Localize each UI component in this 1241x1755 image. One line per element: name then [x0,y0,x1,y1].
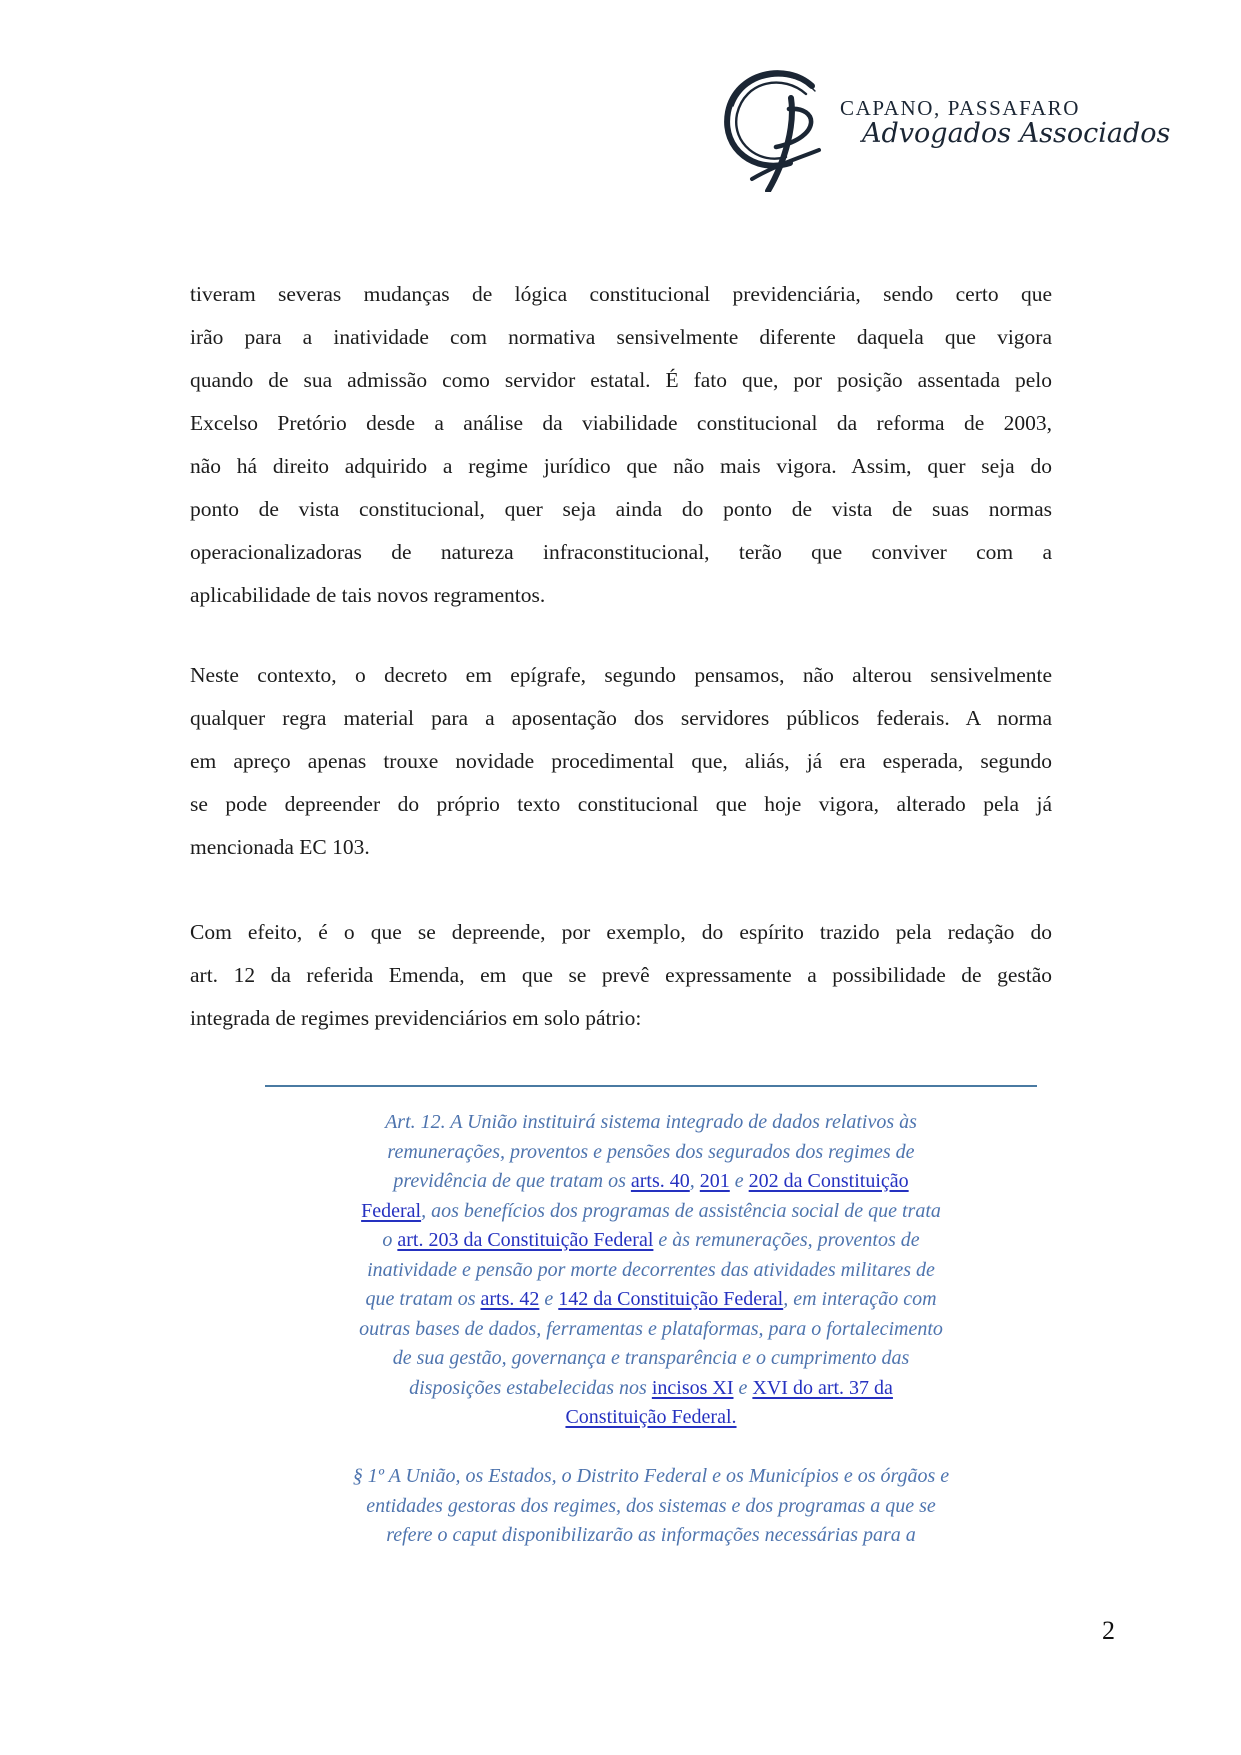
legal-reference-link[interactable]: XVI do art. 37 da [752,1376,893,1399]
legal-reference-link[interactable]: incisos XI [651,1376,734,1399]
quote-text: e [729,1170,749,1192]
legal-quote-art12 [262,1108,1040,1433]
firm-name: CAPANO, PASSAFARO [840,96,1081,120]
quote-text: remunerações, proventos e pensões dos segurados dos regimes de [387,1140,915,1163]
text-line: mencionada EC 103. [190,835,370,859]
quote-text: , aos benefícios dos programas de assistência social de que trata [421,1199,941,1222]
quote-line [262,1492,1040,1522]
quote-text: inatividade e pensão por morte decorrentes das atividades militares de [367,1258,935,1281]
quote-top-divider [265,1085,1037,1087]
quote-text: Art. 12. A União instituirá sistema integrado de dados relativos às [385,1111,917,1133]
quote-line [262,1403,1040,1433]
firm-subtitle: Advogados Associados [862,118,1171,149]
quote-line [262,1315,1040,1345]
page-number: 2 [1102,1616,1115,1645]
quote-text: e [733,1376,753,1399]
text-line: irão para a inatividade com normativa sensivelmente diferente daquela que vigora [190,325,1052,349]
legal-reference-link[interactable]: arts. 40 [630,1170,690,1192]
quote-text: , [689,1170,700,1192]
quote-text: e [539,1288,559,1310]
quote-text: entidades gestoras dos regimes, dos sistemas e dos programas a que se [366,1494,936,1517]
quote-text: refere o caput disponibilizarão as informações necessárias para a [386,1524,916,1546]
quote-text: e às remunerações, proventos de [653,1229,920,1251]
quote-text: outras bases de dados, ferramentas e plataformas, para o fortalecimento [359,1317,943,1340]
quote-text: o [382,1229,398,1251]
quote-text: disposições estabelecidas nos [409,1376,652,1399]
quote-line [262,1374,1040,1404]
text-line: se pode depreender do próprio texto constitucional que hoje vigora, alterado pela já [190,792,1052,816]
quote-line [262,1138,1040,1168]
legal-reference-link[interactable]: Constituição Federal. [565,1406,737,1428]
quote-line [262,1462,1040,1492]
text-line: Excelso Pretório desde a análise da viabilidade constitucional da reforma de 2003, [190,411,1052,435]
quote-text: , em interação com [783,1288,937,1310]
legal-reference-link[interactable]: art. 203 da Constituição Federal [397,1229,654,1251]
legal-reference-link[interactable]: arts. 42 [480,1288,540,1310]
text-line: tiveram severas mudanças de lógica constitucional previdenciária, sendo certo que [190,282,1052,306]
text-line: aplicabilidade de tais novos regramentos. [190,583,546,607]
quote-text: de sua gestão, governança e transparência e o cumprimento das [392,1347,910,1369]
quote-line [262,1344,1040,1374]
quote-line [262,1521,1040,1551]
legal-quote-paragraph1 [262,1462,1040,1551]
cp-monogram-icon [716,64,836,192]
legal-reference-link[interactable]: 202 da Constituição [748,1170,909,1192]
quote-line [262,1108,1040,1138]
quote-line [262,1226,1040,1256]
quote-text: que tratam os [365,1288,481,1310]
text-line: ponto de vista constitucional, quer seja ainda do ponto de vista de suas normas [190,497,1052,521]
text-line: em apreço apenas trouxe novidade procedimental que, aliás, já era esperada, segundo [190,749,1052,773]
text-line: integrada de regimes previdenciários em solo pátrio: [190,1006,642,1030]
legal-reference-link[interactable]: Federal [361,1199,422,1222]
text-line: qualquer regra material para a aposentação dos servidores públicos federais. A norma [190,706,1052,730]
text-line: Neste contexto, o decreto em epígrafe, segundo pensamos, não alterou sensivelmente [190,663,1052,687]
legal-reference-link[interactable]: 201 [699,1170,730,1192]
quote-line [262,1256,1040,1286]
letterhead-logo [716,58,1171,193]
text-line: quando de sua admissão como servidor estatal. É fato que, por posição assentada pelo [190,368,1052,392]
text-line: não há direito adquirido a regime jurídico que não mais vigora. Assim, quer seja do [190,454,1052,478]
quote-text: previdência de que tratam os [393,1170,631,1192]
quote-line [262,1167,1040,1197]
text-line: operacionalizadoras de natureza infraconstitucional, terão que conviver com a [190,540,1052,564]
body-paragraph-3 [190,911,1052,1040]
legal-reference-link[interactable]: 142 da Constituição Federal [558,1288,784,1310]
body-paragraph-2 [190,654,1052,869]
text-line: art. 12 da referida Emenda, em que se prevê expressamente a possibilidade de gestão [190,963,1052,987]
quote-line [262,1197,1040,1227]
quote-line [262,1285,1040,1315]
body-paragraph-1 [190,273,1052,617]
quote-text: § 1º A União, os Estados, o Distrito Federal e os Municípios e os órgãos e [352,1465,950,1487]
text-line: Com efeito, é o que se depreende, por exemplo, do espírito trazido pela redação do [190,920,1052,944]
